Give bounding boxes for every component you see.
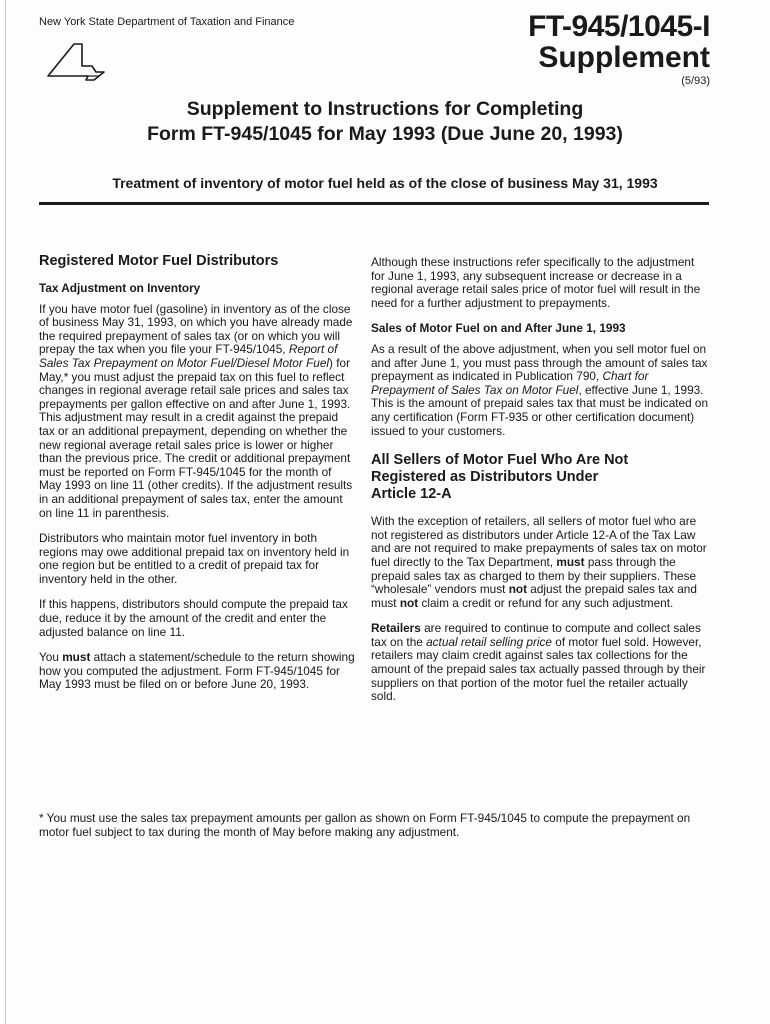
left-column [39,253,355,704]
emphasis-retailers: Retailers [371,621,421,636]
pass-through-paragraph [371,343,711,438]
department-name: New York State Department of Taxation and Finance [39,16,295,28]
text-run: adjust the prepaid sales tax and must [371,582,697,610]
tax-adjustment-subheading: Tax Adjustment on Inventory [39,281,201,295]
text-run: claim a credit or refund for any such adjustment. [418,595,674,610]
publication-title-italic: Chart for Prepayment of Sales Tax on Motor Fuel [371,369,649,397]
heading-line: All Sellers of Motor Fuel Who Are Not [371,452,629,469]
header-divider [39,202,709,205]
inventory-treatment-heading: Treatment of inventory of motor fuel held as of the close of business May 31, 1993 [112,175,658,191]
retailers-paragraph [371,622,711,704]
text-run: are required to continue to compute and collect sales tax on the [371,621,701,649]
emphasis-not: not [399,595,419,610]
new-york-state-logo-icon [34,36,114,86]
sales-after-june-subheading: Sales of Motor Fuel on and After June 1, 1993 [371,321,626,336]
text-run: of motor fuel sold. However, retailers may claim credit against sales tax collections for the amount of the prepaid sales tax actually passed through by their suppliers on that portion of the motor fuel the retailer actually sold. [371,634,706,704]
text-run: , effective June 1, 1993. This is the amount of prepaid sales tax that must be indicated on any certification (Form FT-935 or other certification document) issued to your customers. [371,382,709,438]
scan-edge-line [5,0,6,1024]
both-regions-paragraph: Distributors who maintain motor fuel inventory in both regions may owe additional prepaid tax on inventory held in one region but be entitled to a credit of prepaid tax for inventory held in the other. [39,531,350,586]
all-sellers-heading [371,452,711,503]
form-number: FT-945/1045-I [528,10,710,43]
text-run: You [39,650,63,665]
report-title-italic: Report of Sales Tax Prepayment on Motor Fuel/Diesel Motor Fuel [39,342,338,370]
form-type: Supplement [538,41,710,74]
text-run: pass through the prepaid sales tax as charged to them by their suppliers. These “wholesale” vendors must [371,554,697,597]
registered-distributors-heading: Registered Motor Fuel Distributors [39,253,279,269]
title-line-2: Form FT-945/1045 for May 1993 (Due June 20, 1993) [147,123,623,145]
attach-statement-paragraph [39,651,355,692]
text-run: attach a statement/schedule to the return showing how you computed the adjustment. Form FT-945/1045 for May 1993 must be filed on or before June 20, 1993. [39,650,355,692]
wholesale-vendors-paragraph [371,515,711,610]
text-run: With the exception of retailers, all sellers of motor fuel who are not registered as distributors under Article 12-A of the Tax Law and are not required to make prepayments of sales tax on motor fuel directly to the Tax Department, [371,514,707,569]
heading-line: Article 12-A [371,486,452,503]
heading-line: Registered as Distributors Under [371,469,599,486]
revision-date: (5/93) [681,75,710,87]
subsequent-adjustment-paragraph: Although these instructions refer specifically to the adjustment for June 1, 1993, any subsequent increase or decrease in a regional average retail sales price of motor fuel will result in the need for a further adjustment to prepayments. [371,255,701,310]
title-line-1: Supplement to Instructions for Completing [186,98,584,120]
text-run: As a result of the above adjustment, when you sell motor fuel on and after June 1, you must pass through the amount of sales tax prepayment as indicated in Publication 790, [371,341,708,384]
text-run: If you have motor fuel (gasoline) in inventory as of the close of business May 31, 1993, on which you have already made the required prepayment of sales tax (or on which you will prepay the tax when you file your FT-945/1045, [39,301,353,357]
emphasis-not: not [508,582,528,597]
emphasis-must: must [556,554,585,569]
page-title [0,97,770,147]
form-identifier [528,12,710,87]
footnote: * You must use the sales tax prepayment amounts per gallon as shown on Form FT-945/1045 to compute the prepayment on motor fuel subject to tax during the month of May before making any adjustment. [39,811,691,839]
text-run: ) for May,* you must adjust the prepaid tax on this fuel to reflect changes in regional average retail sale prices and sales tax prepayments per gallon effective on and after June 1, 1993. This adjustment may result in a credit against the prepaid tax or an additional prepayment, depending on whether the new regional average retail sales price is lower or higher than the previous price. The credit or additional prepayment must be reported on Form FT-945/1045 for the month of May 1993 on line 11 (other credits). If the adjustment results in an additional prepayment of sales tax, enter the amount on line 11 in parenthesis. [39,355,353,520]
compute-prepaid-tax-paragraph: If this happens, distributors should compute the prepaid tax due, reduce it by the amount of the credit and enter the adjusted balance on line 11. [39,597,348,639]
actual-price-italic: actual retail selling price [426,634,552,649]
emphasis-must: must [62,650,91,665]
right-column [371,256,711,716]
inventory-adjustment-paragraph [39,303,355,521]
